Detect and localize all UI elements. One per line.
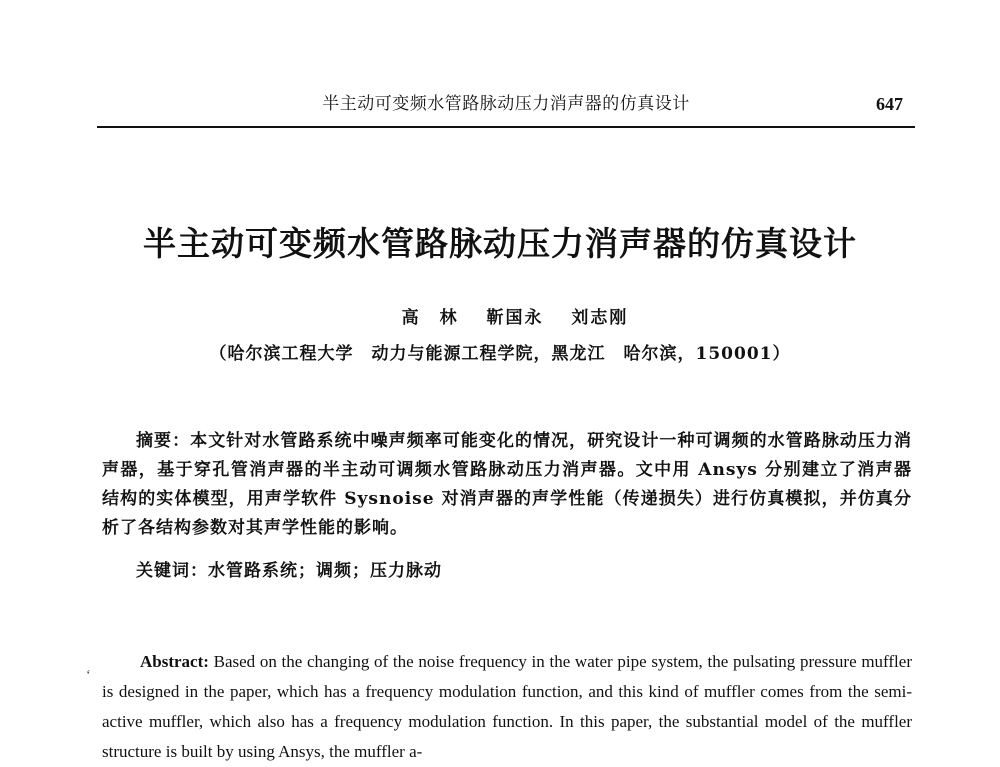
running-header [97,92,915,128]
keywords [136,557,906,585]
chinese-abstract-label: 摘要： [136,431,191,451]
author-name: 靳国永 [486,308,544,328]
chinese-abstract [102,427,912,543]
margin-mark: ‘ [86,668,91,683]
running-title: 半主动可变频水管路脉动压力消声器的仿真设计 [322,94,690,114]
author-list [0,306,1000,330]
english-abstract-text: Based on the changing of the noise frequency in the water pipe system, the pulsating pressure muffler is designed in the paper, which has a frequency modulation function, and this kind of muffler comes from the semi-active muffler, which also has a frequency modulation function. In this paper, the substantial model of the muffler structure is built by using Ansys, the muffler a- [102,652,912,761]
keywords-text: 水管路系统；调频；压力脉动 [208,561,442,581]
english-abstract-label: Abstract [140,652,204,671]
paper-title: 半主动可变频水管路脉动压力消声器的仿真设计 [143,224,857,264]
affiliation: （哈尔滨工程大学 动力与能源工程学院，黑龙江 哈尔滨，150001） [209,344,791,364]
author-name: 高 林 [401,308,459,328]
english-abstract [102,647,912,767]
english-abstract-separator: : [203,652,209,671]
chinese-abstract-text: 本文针对水管路系统中噪声频率可能变化的情况，研究设计一种可调频的水管路脉动压力消声器，基于穿孔管消声器的半主动可调频水管路脉动压力消声器。文中用 Ansys 分别建立了消声器结构的实体模型，用声学软件 Sysnoise 对消声器的声学性能（传递损失）进行仿真模拟，并仿真分析了各结构参数对其声学性能的影响。 [102,431,913,538]
keywords-label: 关键词： [136,561,208,581]
page-number: 647 [876,94,903,114]
author-name: 刘志刚 [571,308,629,328]
